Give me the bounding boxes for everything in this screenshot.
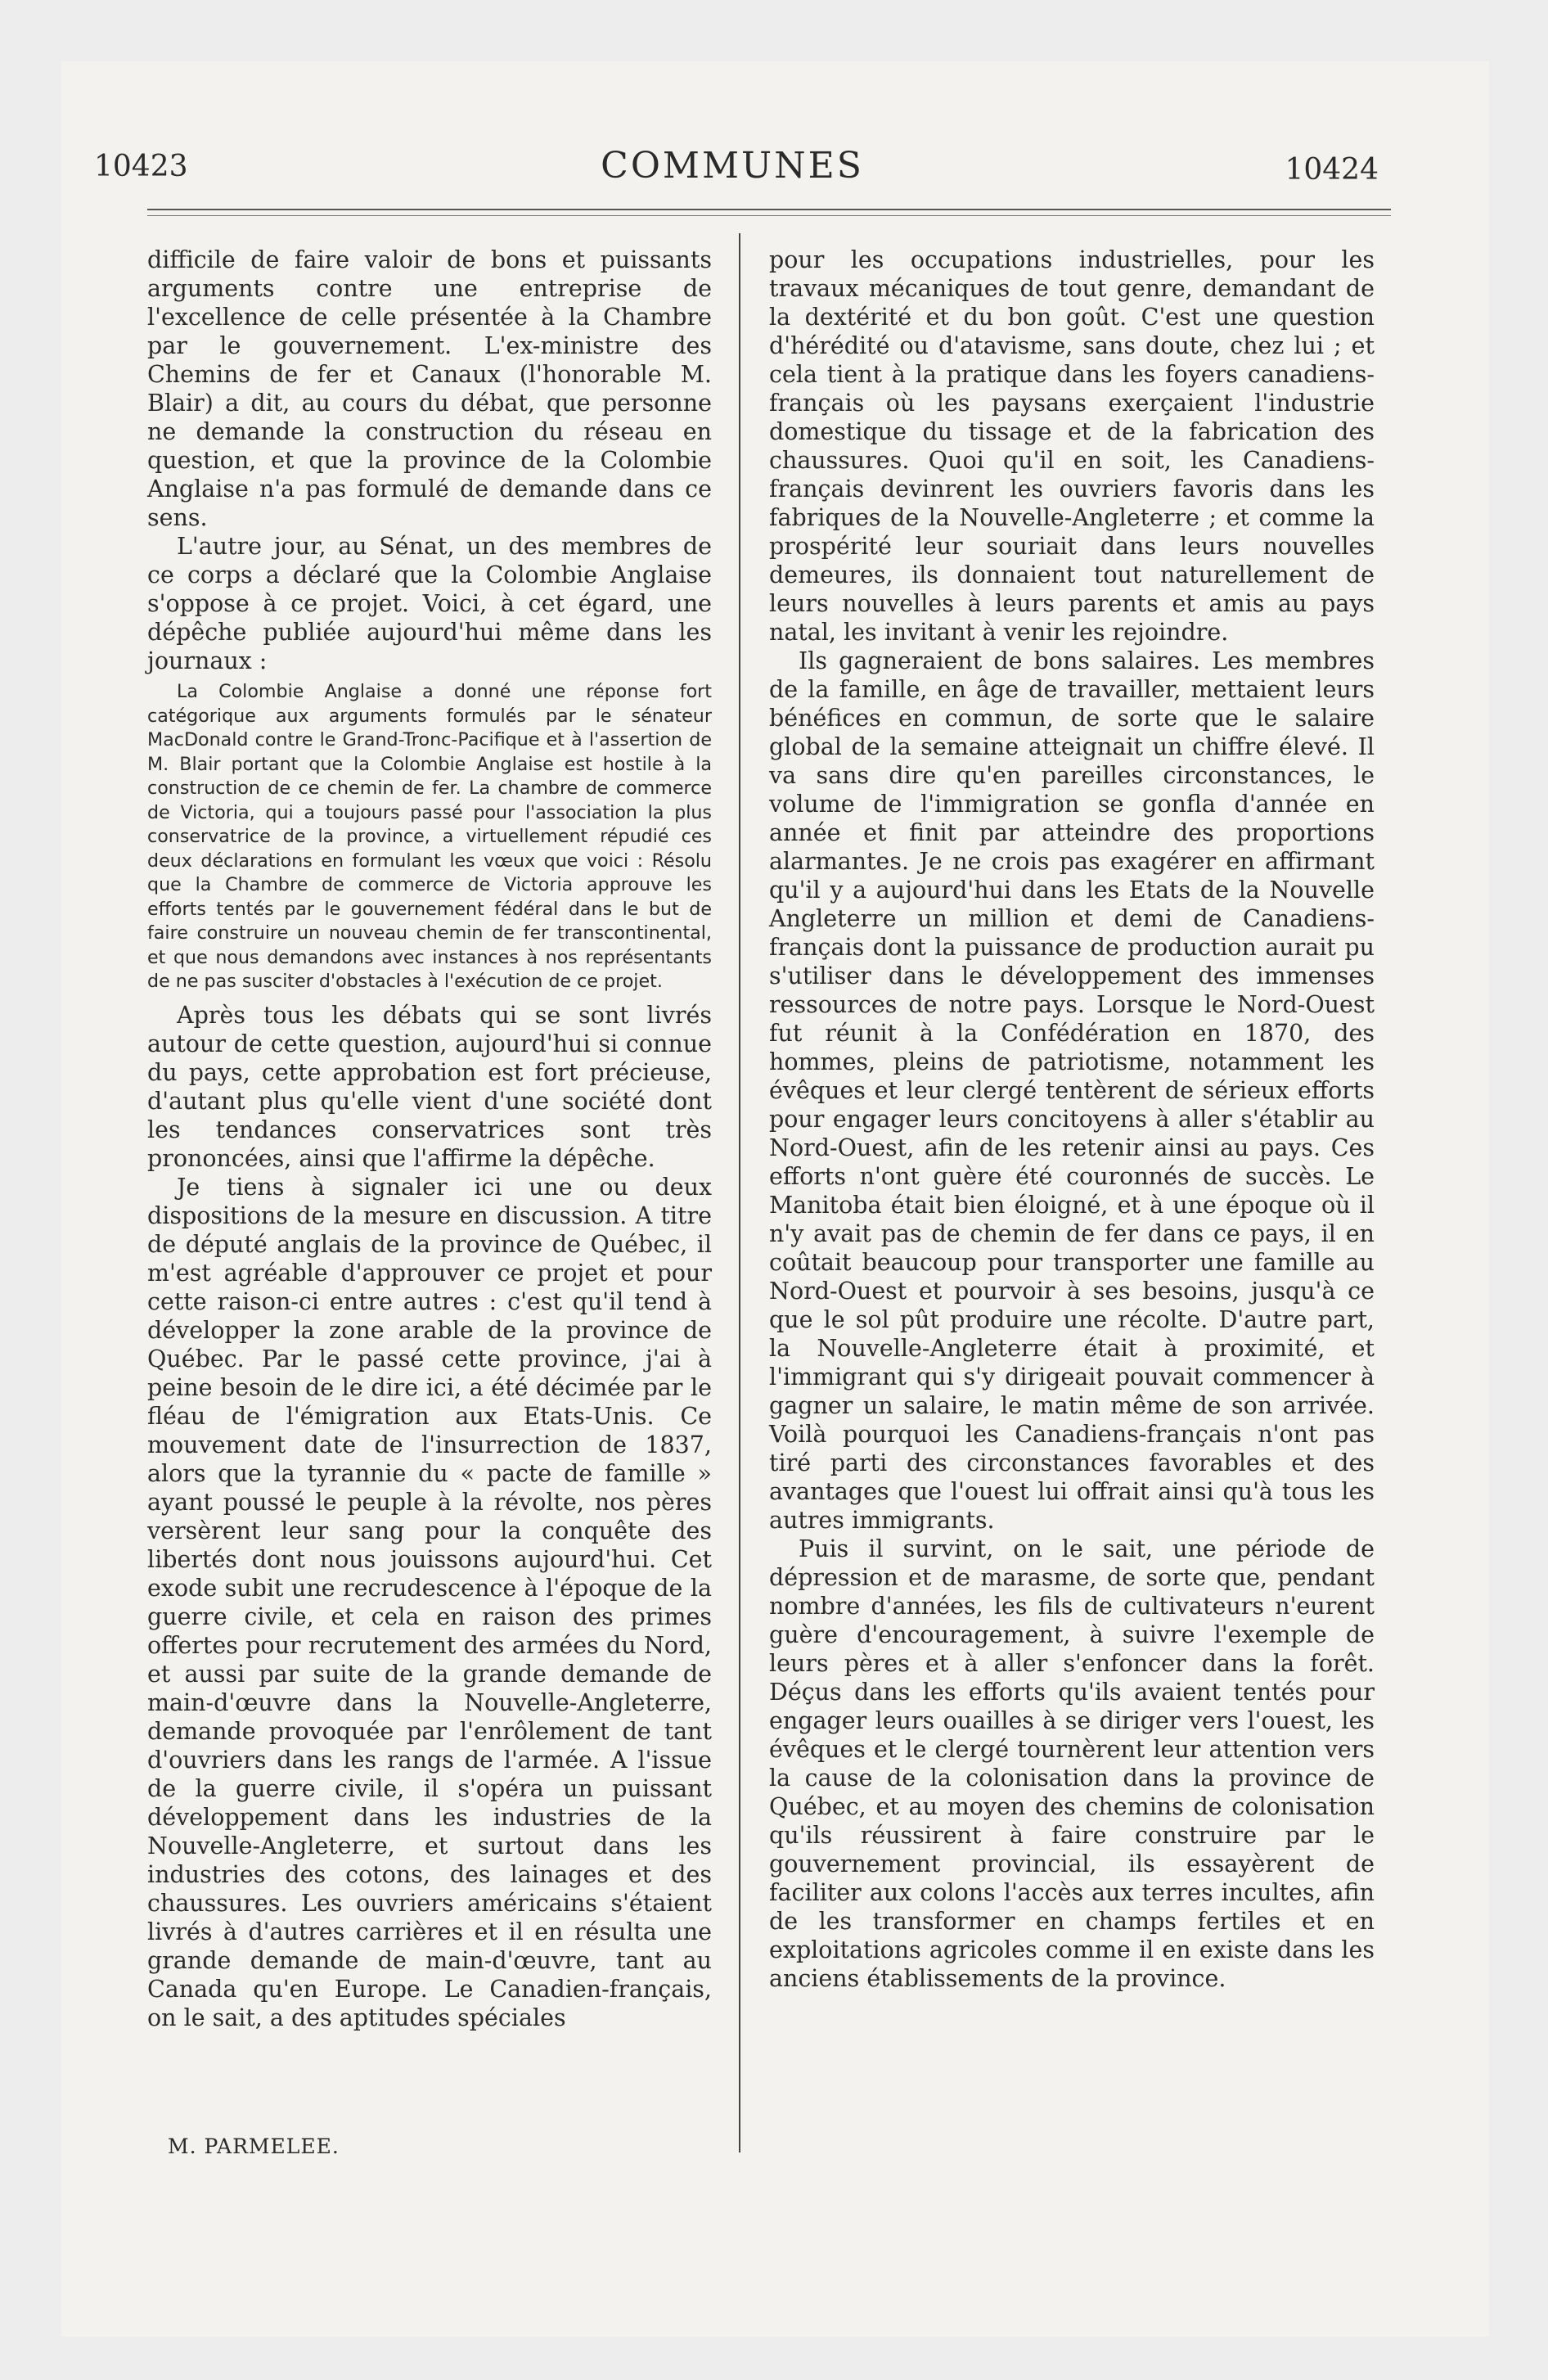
paragraph: Après tous les débats qui se sont livrés autour de cette question, aujourd'hui si connue du pays, cette approbation est fort précieuse, d'autant plus qu'elle vient d'une société dont les tendances conservatrices sont très prononcées, ainsi que l'affirme la dépêche. bbox=[147, 1001, 712, 1172]
column-divider bbox=[739, 233, 740, 2152]
block-quote bbox=[147, 680, 712, 994]
speaker-signature: M. PARMELEE. bbox=[168, 2134, 340, 2158]
right-column bbox=[769, 246, 1375, 1993]
running-title: COMMUNES bbox=[601, 145, 864, 187]
header-rule-secondary bbox=[147, 215, 1391, 216]
left-column bbox=[147, 246, 712, 2032]
paragraph: L'autre jour, au Sénat, un des membres de ce corps a déclaré que la Colombie Anglaise s'oppose à ce projet. Voici, à cet égard, une dépêche publiée aujourd'hui même dans les journaux : bbox=[147, 533, 712, 674]
header-rule bbox=[147, 209, 1391, 210]
paragraph: Puis il survint, on le sait, une période de dépression et de marasme, de sorte que, pendant nombre d'années, les fils de cultivateurs n'eurent guère d'encouragement, à suivre l'exemple de leurs pères et à aller s'enfoncer dans la forêt. Déçus dans les efforts qu'ils avaient tentés pour engager leurs ouailles à se diriger vers l'ouest, les évêques et le clergé tournèrent leur attention vers la cause de la colonisation dans la province de Québec, et au moyen des chemins de colonisation qu'ils réussirent à faire construire par le gouvernement provincial, ils essayèrent de faciliter aux colons l'accès aux terres incultes, afin de les transformer en champs fertiles et en exploitations agricoles comme il en existe dans les anciens établissements de la province. bbox=[769, 1535, 1375, 1992]
paragraph: difficile de faire valoir de bons et puissants arguments contre une entreprise de l'excellence de celle présentée à la Chambre par le gouvernement. L'ex-ministre des Chemins de fer et Canaux (l'honorable M. Blair) a dit, au cours du débat, que personne ne demande la construction du réseau en question, et que la province de la Colombie Anglaise n'a pas formulé de demande dans ce sens. bbox=[147, 246, 712, 531]
page-header bbox=[86, 86, 1379, 187]
paragraph: pour les occupations industrielles, pour les travaux mécaniques de tout genre, demandant de la dextérité et du bon goût. C'est une question d'hérédité ou d'atavisme, sans doute, chez lui ; et cela tient à la pratique dans les foyers canadiens-français où les paysans exerçaient l'industrie domestique du tissage et de la fabrication des chaussures. Quoi qu'il en soit, les Canadiens-français devinrent les ouvriers favoris dans les fabriques de la Nouvelle-Angleterre ; et comme la prospérité leur souriait dans leurs nouvelles demeures, ils donnaient tout naturellement de leurs nouvelles à leurs parents et amis au pays natal, les invitant à venir les rejoindre. bbox=[769, 246, 1375, 646]
quote-text: La Colombie Anglaise a donné une réponse fort catégorique aux arguments formulés par le sénateur MacDonald contre le Grand-Tronc-Pacifique et à l'assertion de M. Blair portant que la Colombie Anglaise est hostile à la construction de ce chemin de fer. La chambre de commerce de Victoria, qui a toujours passé pour l'association la plus conservatrice de la province, a virtuellement répudié ces deux déclarations en formulant les vœux que voici : Résolu que la Chambre de commerce de Victoria approuve les efforts tentés par le gouvernement fédéral dans le but de faire construire un nouveau chemin de fer transcontinental, et que nous demandons avec instances à nos représentants de ne pas susciter d'obstacles à l'exécution de ce projet. bbox=[147, 681, 712, 992]
page-number-right: 10424 bbox=[1285, 153, 1379, 187]
page-number-left: 10423 bbox=[94, 150, 188, 183]
paragraph: Je tiens à signaler ici une ou deux dispositions de la mesure en discussion. A titre de député anglais de la province de Québec, il m'est agréable d'approuver ce projet et pour cette raison-ci entre autres : c'est qu'il tend à développer la zone arable de la province de Québec. Par le passé cette province, j'ai à peine besoin de le dire ici, a été décimée par le fléau de l'émigration aux Etats-Unis. Ce mouvement date de l'insurrection de 1837, alors que la tyrannie du « pacte de famille » ayant poussé le peuple à la révolte, nos pères versèrent leur sang pour la conquête des libertés dont nous jouissons aujourd'hui. Cet exode subit une recrudescence à l'époque de la guerre civile, et cela en raison des primes offertes pour recrutement des armées du Nord, et aussi par suite de la grande demande de main-d'œuvre dans la Nouvelle-Angleterre, demande provoquée par l'enrôlement de tant d'ouvriers dans les rangs de l'armée. A l'issue de la guerre civile, il s'opéra un puissant développement dans les industries de la Nouvelle-Angleterre, et surtout dans les industries des cotons, des lainages et des chaussures. Les ouvriers américains s'étaient livrés à d'autres carrières et il en résulta une grande demande de main-d'œuvre, tant au Canada qu'en Europe. Le Canadien-français, on le sait, a des aptitudes spéciales bbox=[147, 1173, 712, 2031]
paragraph: Ils gagneraient de bons salaires. Les membres de la famille, en âge de travailler, mettaient leurs bénéfices en commun, de sorte que le salaire global de la semaine atteignait un chiffre élevé. Il va sans dire qu'en pareilles circonstances, le volume de l'immigration se gonfla d'année en année et finit par atteindre des proportions alarmantes. Je ne crois pas exagérer en affirmant qu'il y a aujourd'hui dans les Etats de la Nouvelle Angleterre un million et demi de Canadiens-français dont la puissance de production aurait pu s'utiliser dans le développement des immenses ressources de notre pays. Lorsque le Nord-Ouest fut réunit à la Confédération en 1870, des hommes, pleins de patriotisme, notamment les évêques et leur clergé tentèrent de sérieux efforts pour engager leurs concitoyens à aller s'établir au Nord-Ouest, afin de les retenir ainsi au pays. Ces efforts n'ont guère été couronnés de succès. Le Manitoba était bien éloigné, et à une époque où il n'y avait pas de chemin de fer dans ce pays, il en coûtait beaucoup pour transporter une famille au Nord-Ouest et pourvoir à ses besoins, jusqu'à ce que le sol pût produire une récolte. D'autre part, la Nouvelle-Angleterre était à proximité, et l'immigrant qui s'y dirigeait pouvait commencer à gagner un salaire, le matin même de son arrivée. Voilà pourquoi les Canadiens-français n'ont pas tiré parti des circonstances favorables et des avantages que l'ouest lui offrait ainsi qu'à tous les autres immigrants. bbox=[769, 647, 1375, 1534]
